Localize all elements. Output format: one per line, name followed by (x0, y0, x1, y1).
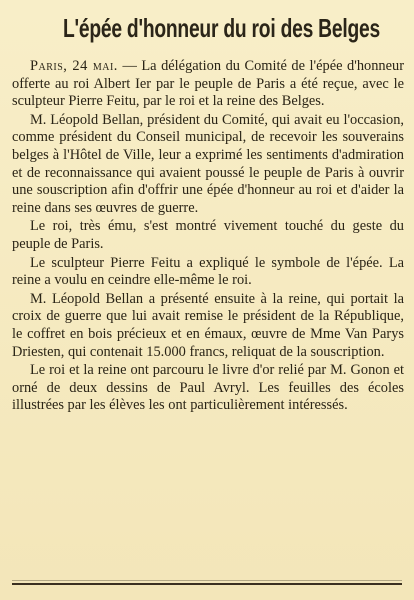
headline: L'épée d'honneur du roi des Belges (62, 13, 380, 43)
paragraph-3: Le roi, très ému, s'est montré vivement touché du geste du peuple de Paris. (12, 218, 404, 252)
article-body (12, 58, 404, 415)
paragraph-1 (12, 58, 404, 111)
dateline: Paris, 24 mai. (30, 58, 118, 74)
paragraph-2: M. Léopold Bellan, président du Comité, qui avait eu l'occasion, comme président du Conseil municipal, de recevoir les souverains belges à l'Hôtel de Ville, leur a exprimé les sentiments d'admiration et de reconnaissance qui avaient poussé le peuple de Paris à ouvrir une souscription afin d'offrir une épée d'honneur au roi et d'aider la reine dans ses œuvres de guerre. (12, 111, 404, 216)
paragraph-1-text: — La délégation du Comité de l'épée d'honneur offerte au roi Albert Ier par le peuple de Paris a été reçue, avec le sculpteur Pierre Feitu, par le roi et la reine des Belges. (12, 58, 404, 110)
paragraph-5: M. Léopold Bellan a présenté ensuite à la reine, qui portait la croix de guerre que lui avait remise le président de la République, le coffret en bois précieux et en émaux, œuvre de Mme Van Parys Driesten, qui contenait 15.000 francs, reliquat de la souscription. (12, 290, 404, 360)
bottom-divider-rule (12, 583, 402, 585)
paragraph-4: Le sculpteur Pierre Feitu a expliqué le symbole de l'épée. La reine a voulu en ceindre elle-même le roi. (12, 254, 404, 289)
paragraph-6: Le roi et la reine ont parcouru le livre d'or relié par M. Gonon et orné de deux dessins de Paul Avryl. Les feuilles des écoles illustrées par les élèves les ont particulièrement intéressés. (12, 362, 404, 414)
